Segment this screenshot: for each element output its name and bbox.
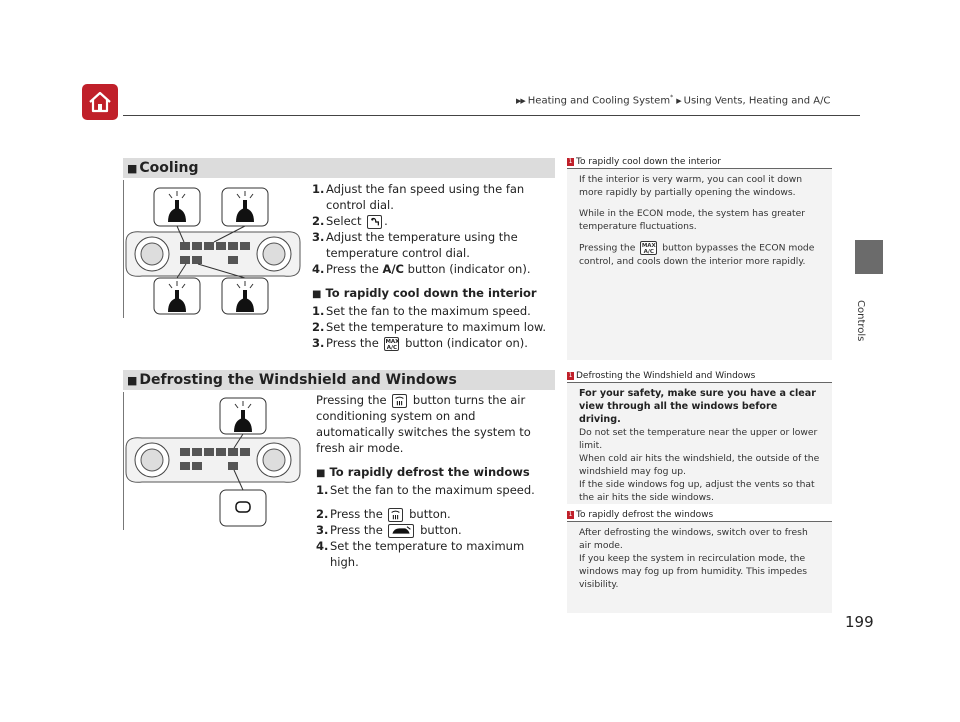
defrost-icon [388,508,403,522]
step-number: 1. [316,483,329,497]
vent-mode-icon [367,215,382,229]
step-text: button (indicator on). [405,336,528,350]
note-text: If the interior is very warm, you can cool it down more rapidly by partially opening the windows. [579,174,803,198]
step-text: button (indicator on). [407,262,531,276]
section-header-defrost [123,370,555,390]
note-title-text: To rapidly defrost the windows [576,509,714,520]
breadcrumb-arrow-icon: ▶▶ [516,97,525,106]
subheading [312,285,552,303]
breadcrumb-current: Using Vents, Heating and A/C [683,95,831,107]
note-title [567,370,832,383]
note-pin-icon: 1 [568,158,573,165]
note-warning: For your safety, make sure you have a clear view through all the windows before driving. [579,388,816,425]
max-ac-icon: MAX A/C [641,243,656,255]
step-number: 3. [312,336,325,350]
note-defrost [567,370,832,504]
subheading [316,464,552,482]
note-text: When cold air hits the windshield, the outside of the windshield may fog up. [579,453,820,477]
note-pin-icon: 1 [568,372,573,379]
page-number: 199 [845,613,874,631]
step-number: 3. [316,523,329,537]
note-title [567,509,832,522]
home-icon [87,89,113,115]
section-square-icon: ■ [127,373,138,387]
side-tab-label[interactable]: Controls [855,300,866,342]
step-number: 2. [312,214,325,228]
intro-text: button turns the air conditioning system on and automatically switches the system to fresh air mode. [316,393,531,455]
step-number: 2. [312,320,325,334]
step-number: 3. [312,230,325,244]
step-number: 2. [316,507,329,521]
step-text: Press the [326,262,379,276]
note-pin-icon: 1 [568,511,573,518]
note-rapid-cool [567,156,832,360]
side-tab-marker [855,240,883,274]
step-number: 4. [312,262,325,276]
header-rule [123,115,860,116]
defrost-icon [392,394,407,408]
section-square-icon: ■ [312,289,322,300]
home-button[interactable] [82,84,118,120]
note-title [567,156,832,169]
step-number: 1. [312,182,325,196]
breadcrumb [516,94,830,106]
step-text: button. [409,507,451,521]
step-text: Adjust the temperature using the temperature control dial. [326,230,518,260]
note-rapid-defrost [567,509,832,613]
step-number: 4. [316,539,329,553]
fresh-air-icon [388,524,414,538]
section-square-icon: ■ [127,161,138,175]
step-text: Set the temperature to maximum high. [330,539,525,569]
note-title-text: Defrosting the Windshield and Windows [576,370,756,381]
defrost-steps [316,392,552,570]
section-square-icon: ■ [316,468,326,479]
step-text: Set the fan to the maximum speed. [326,304,531,318]
ac-button-label: A/C [382,262,404,276]
note-title-text: To rapidly cool down the interior [576,156,721,167]
intro-text: Pressing the [316,393,387,407]
note-text: button bypasses the ECON mode control, and cools down the interior more rapidly. [579,242,815,267]
section-header-cooling [123,158,555,178]
note-text: If the side windows fog up, adjust the vents so that the air hits the side windows. [579,479,815,503]
note-text: If you keep the system in recirculation mode, the windows may fog up from humidity. This impedes visibility. [579,553,808,590]
subheading-text: To rapidly cool down the interior [325,286,537,300]
note-text: While in the ECON mode, the system has greater temperature fluctuations. [579,208,806,232]
note-text: Pressing the [579,242,636,254]
cooling-steps [312,181,552,351]
step-text: Press the [330,523,383,537]
section-title: Defrosting the Windshield and Windows [139,372,457,388]
step-text: Select [326,214,362,228]
max-ac-icon: MAX A/C [385,338,400,351]
breadcrumb-star: * [670,94,674,101]
step-text: button. [420,523,462,537]
step-text: Set the fan to the maximum speed. [330,483,535,497]
step-text: Press the [326,336,379,350]
step-number: 1. [312,304,325,318]
defrost-figure [123,392,301,530]
step-text: Press the [330,507,383,521]
step-text: . [384,214,388,228]
note-text: After defrosting the windows, switch over to fresh air mode. [579,527,808,551]
breadcrumb-arrow-icon: ▶ [676,97,681,106]
step-text: Set the temperature to maximum low. [326,320,547,334]
cooling-figure [123,180,301,318]
subheading-text: To rapidly defrost the windows [329,465,530,479]
section-title: Cooling [139,160,199,176]
step-text: Adjust the fan speed using the fan control dial. [326,182,525,212]
note-text: Do not set the temperature near the upper or lower limit. [579,427,818,451]
breadcrumb-link-heating[interactable]: Heating and Cooling System [527,95,671,107]
